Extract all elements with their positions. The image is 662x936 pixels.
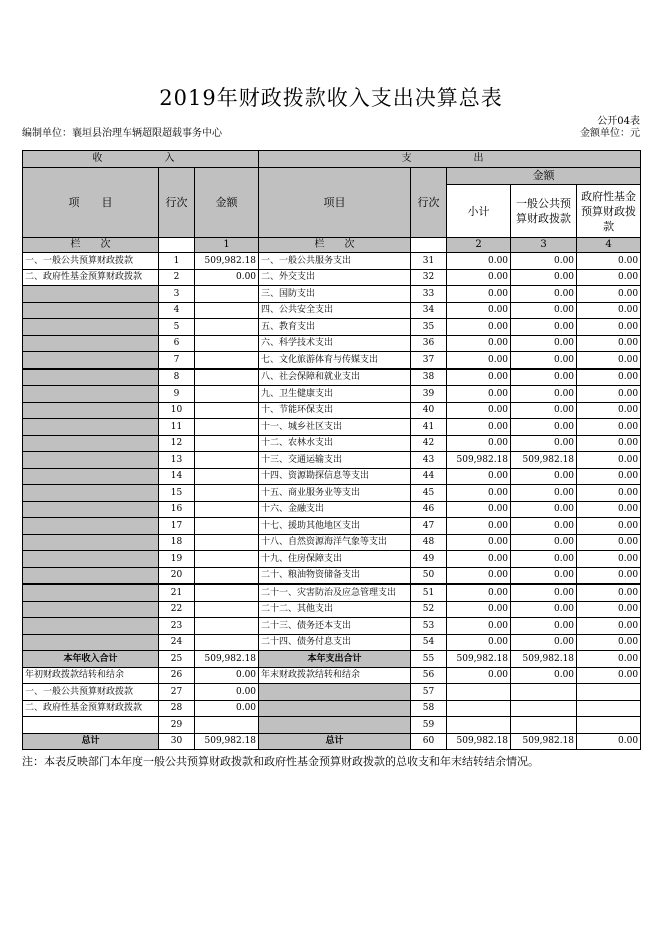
expense-line-no: 50	[411, 567, 447, 584]
expense-item: 三、国防支出	[259, 286, 411, 303]
table-row	[23, 269, 641, 286]
expense-general: 0.00	[511, 618, 577, 635]
expense-fund: 0.00	[577, 402, 641, 419]
income-line-no: 7	[159, 352, 195, 369]
expense-general: 0.00	[511, 369, 577, 386]
expense-fund: 0.00	[577, 518, 641, 535]
expense-line-no: 56	[411, 667, 447, 684]
income-amount	[195, 601, 259, 618]
budget-table	[22, 150, 641, 750]
expense-subtotal: 0.00	[447, 319, 511, 336]
income-amount	[195, 335, 259, 352]
page-title: 2019年财政拨款收入支出决算总表	[159, 86, 503, 110]
income-line-no: 26	[159, 667, 195, 684]
income-section-header: 收 入	[23, 151, 259, 168]
expense-item: 年末财政拨款结转和结余	[259, 667, 411, 684]
income-amount	[195, 302, 259, 319]
footnote: 注：本表反映部门本年度一般公共预算财政拨款和政府性基金预算财政拨款的总收支和年末结转结余情况。	[22, 755, 539, 768]
income-amount: 0.00	[195, 684, 259, 701]
table-row	[23, 319, 641, 336]
expense-fund: 0.00	[577, 651, 641, 668]
expense-subtotal: 0.00	[447, 419, 511, 436]
income-amount	[195, 518, 259, 535]
table-row	[23, 335, 641, 352]
expense-fund: 0.00	[577, 335, 641, 352]
exp-line-no-header: 行次	[411, 168, 447, 238]
expense-line-no: 47	[411, 518, 447, 535]
income-amount	[195, 319, 259, 336]
expense-item: 二十四、债务付息支出	[259, 634, 411, 651]
expense-item: 二十三、债务还本支出	[259, 618, 411, 635]
expense-line-no: 36	[411, 335, 447, 352]
income-amount	[195, 352, 259, 369]
income-amount	[195, 717, 259, 734]
income-amount	[195, 452, 259, 469]
expense-general: 0.00	[511, 667, 577, 684]
expense-item: 十七、援助其他地区支出	[259, 518, 411, 535]
expense-line-no: 44	[411, 468, 447, 485]
table-row	[23, 468, 641, 485]
expense-subtotal: 0.00	[447, 369, 511, 386]
expense-subtotal: 0.00	[447, 584, 511, 601]
col-1: 1	[195, 238, 259, 253]
expense-subtotal	[447, 700, 511, 717]
expense-subtotal: 509,982.18	[447, 651, 511, 668]
income-item: 二、政府性基金预算财政拨款	[23, 269, 159, 286]
expense-item: 二十二、其他支出	[259, 601, 411, 618]
expense-fund: 0.00	[577, 485, 641, 502]
expense-item	[259, 717, 411, 734]
expense-fund: 0.00	[577, 352, 641, 369]
expense-line-no: 58	[411, 700, 447, 717]
expense-fund: 0.00	[577, 253, 641, 270]
expense-fund: 0.00	[577, 369, 641, 386]
table-row	[23, 501, 641, 518]
table-row	[23, 684, 641, 701]
expense-line-no: 46	[411, 501, 447, 518]
table-row	[23, 534, 641, 551]
col-label-2: 栏 次	[259, 238, 411, 253]
col-2: 2	[447, 238, 511, 253]
income-line-no: 17	[159, 518, 195, 535]
expense-item: 十四、资源勘探信息等支出	[259, 468, 411, 485]
expense-fund: 0.00	[577, 468, 641, 485]
income-amount: 0.00	[195, 269, 259, 286]
income-line-no: 18	[159, 534, 195, 551]
amount-header: 金额	[195, 168, 259, 238]
income-amount	[195, 419, 259, 436]
expense-subtotal: 0.00	[447, 335, 511, 352]
expense-fund: 0.00	[577, 601, 641, 618]
income-item	[23, 335, 159, 352]
expense-item: 十一、城乡社区支出	[259, 419, 411, 436]
expense-line-no: 54	[411, 634, 447, 651]
income-amount	[195, 618, 259, 635]
income-item	[23, 518, 159, 535]
expense-line-no: 35	[411, 319, 447, 336]
expense-subtotal: 0.00	[447, 286, 511, 303]
income-item	[23, 618, 159, 635]
table-row	[23, 584, 641, 601]
income-line-no: 15	[159, 485, 195, 502]
income-item: 年初财政拨款结转和结余	[23, 667, 159, 684]
expense-subtotal	[447, 684, 511, 701]
table-row	[23, 386, 641, 403]
income-item	[23, 584, 159, 601]
income-amount	[195, 584, 259, 601]
table-row	[23, 667, 641, 684]
expense-general: 0.00	[511, 352, 577, 369]
expense-line-no: 59	[411, 717, 447, 734]
income-item: 二、政府性基金预算财政拨款	[23, 700, 159, 717]
table-row	[23, 567, 641, 584]
income-line-no: 19	[159, 551, 195, 568]
income-amount	[195, 402, 259, 419]
income-item	[23, 468, 159, 485]
expense-general: 0.00	[511, 468, 577, 485]
income-item: 一、一般公共预算财政拨款	[23, 253, 159, 270]
income-item	[23, 534, 159, 551]
income-line-no: 20	[159, 567, 195, 584]
unit-label: 金额单位：元	[580, 128, 640, 139]
org-label: 编制单位：襄垣县治理车辆超限超载事务中心	[22, 128, 222, 139]
income-item	[23, 302, 159, 319]
fund-budget-header: 政府性基金预算财政拨款	[577, 185, 641, 238]
expense-line-no: 42	[411, 435, 447, 452]
expense-general	[511, 717, 577, 734]
expense-subtotal: 509,982.18	[447, 452, 511, 469]
income-item	[23, 634, 159, 651]
income-item	[23, 435, 159, 452]
table-row	[23, 717, 641, 734]
income-item	[23, 352, 159, 369]
expense-subtotal: 0.00	[447, 551, 511, 568]
expense-fund: 0.00	[577, 286, 641, 303]
income-amount	[195, 501, 259, 518]
income-line-no: 30	[159, 733, 195, 750]
income-item	[23, 402, 159, 419]
expense-line-no: 51	[411, 584, 447, 601]
expense-general: 0.00	[511, 435, 577, 452]
income-line-no: 5	[159, 319, 195, 336]
income-item	[23, 501, 159, 518]
expense-general: 0.00	[511, 253, 577, 270]
income-line-no: 13	[159, 452, 195, 469]
expense-line-no: 48	[411, 534, 447, 551]
income-item	[23, 717, 159, 734]
expense-item: 六、科学技术支出	[259, 335, 411, 352]
expense-general: 0.00	[511, 584, 577, 601]
income-line-no: 16	[159, 501, 195, 518]
income-line-no: 22	[159, 601, 195, 618]
expense-line-no: 53	[411, 618, 447, 635]
expense-subtotal: 509,982.18	[447, 733, 511, 750]
table-row	[23, 634, 641, 651]
income-item	[23, 386, 159, 403]
income-item	[23, 452, 159, 469]
income-amount: 509,982.18	[195, 253, 259, 270]
expense-fund: 0.00	[577, 501, 641, 518]
expense-general: 0.00	[511, 601, 577, 618]
expense-item: 总计	[259, 733, 411, 750]
expense-item	[259, 684, 411, 701]
expense-general	[511, 684, 577, 701]
expense-subtotal: 0.00	[447, 601, 511, 618]
expense-item: 八、社会保障和就业支出	[259, 369, 411, 386]
expense-item	[259, 700, 411, 717]
expense-subtotal: 0.00	[447, 501, 511, 518]
expense-item: 五、教育支出	[259, 319, 411, 336]
income-amount	[195, 468, 259, 485]
income-line-no: 29	[159, 717, 195, 734]
expense-subtotal	[447, 717, 511, 734]
expense-general	[511, 700, 577, 717]
expense-subtotal: 0.00	[447, 402, 511, 419]
expense-item: 二、外交支出	[259, 269, 411, 286]
expense-subtotal: 0.00	[447, 435, 511, 452]
income-line-no: 21	[159, 584, 195, 601]
expense-item: 十二、农林水支出	[259, 435, 411, 452]
income-amount	[195, 534, 259, 551]
income-line-no: 4	[159, 302, 195, 319]
expense-general: 0.00	[511, 551, 577, 568]
expense-general: 509,982.18	[511, 651, 577, 668]
income-amount	[195, 386, 259, 403]
income-line-no: 28	[159, 700, 195, 717]
table-row	[23, 601, 641, 618]
expense-subtotal: 0.00	[447, 269, 511, 286]
subtotal-header: 小计	[447, 185, 511, 238]
income-line-no: 9	[159, 386, 195, 403]
income-amount: 0.00	[195, 667, 259, 684]
income-amount: 0.00	[195, 700, 259, 717]
expense-fund: 0.00	[577, 733, 641, 750]
expense-general: 0.00	[511, 485, 577, 502]
item-header: 项 目	[23, 168, 159, 238]
income-item	[23, 369, 159, 386]
expense-general: 0.00	[511, 386, 577, 403]
expense-item: 十五、商业服务业等支出	[259, 485, 411, 502]
table-row	[23, 302, 641, 319]
expense-fund: 0.00	[577, 435, 641, 452]
income-line-no: 14	[159, 468, 195, 485]
table-row	[23, 551, 641, 568]
expense-fund	[577, 717, 641, 734]
expense-general: 0.00	[511, 518, 577, 535]
expense-line-no: 55	[411, 651, 447, 668]
income-amount	[195, 485, 259, 502]
expense-subtotal: 0.00	[447, 302, 511, 319]
income-amount	[195, 435, 259, 452]
table-row	[23, 651, 641, 668]
expense-item: 十三、交通运输支出	[259, 452, 411, 469]
expense-item: 四、公共安全支出	[259, 302, 411, 319]
expense-general: 0.00	[511, 501, 577, 518]
expense-general: 0.00	[511, 402, 577, 419]
expense-subtotal: 0.00	[447, 485, 511, 502]
table-row	[23, 452, 641, 469]
amount-group-header: 金额	[447, 168, 641, 185]
col-3: 3	[511, 238, 577, 253]
expense-line-no: 49	[411, 551, 447, 568]
expense-general: 0.00	[511, 319, 577, 336]
expense-fund: 0.00	[577, 618, 641, 635]
income-amount	[195, 551, 259, 568]
income-item	[23, 419, 159, 436]
expense-general: 509,982.18	[511, 452, 577, 469]
income-line-no: 6	[159, 335, 195, 352]
expense-line-no: 57	[411, 684, 447, 701]
income-item	[23, 319, 159, 336]
table-row	[23, 369, 641, 386]
expense-fund: 0.00	[577, 551, 641, 568]
table-row	[23, 700, 641, 717]
income-item: 总计	[23, 733, 159, 750]
expense-item: 十八、自然资源海洋气象等支出	[259, 534, 411, 551]
expense-general: 509,982.18	[511, 733, 577, 750]
expense-item: 本年支出合计	[259, 651, 411, 668]
expense-fund: 0.00	[577, 419, 641, 436]
expense-fund: 0.00	[577, 667, 641, 684]
expense-fund: 0.00	[577, 302, 641, 319]
expense-item: 一、一般公共服务支出	[259, 253, 411, 270]
expense-fund: 0.00	[577, 319, 641, 336]
income-line-no: 23	[159, 618, 195, 635]
expense-fund: 0.00	[577, 386, 641, 403]
income-item	[23, 601, 159, 618]
expense-general: 0.00	[511, 419, 577, 436]
income-line-no: 11	[159, 419, 195, 436]
expense-fund: 0.00	[577, 567, 641, 584]
expense-item: 十、节能环保支出	[259, 402, 411, 419]
income-amount: 509,982.18	[195, 733, 259, 750]
table-row	[23, 253, 641, 270]
expense-general: 0.00	[511, 286, 577, 303]
income-item	[23, 551, 159, 568]
expense-line-no: 43	[411, 452, 447, 469]
table-code: 公开04表	[597, 116, 640, 127]
expense-subtotal: 0.00	[447, 534, 511, 551]
table-row	[23, 733, 641, 750]
expense-item: 十六、金融支出	[259, 501, 411, 518]
expense-line-no: 45	[411, 485, 447, 502]
income-line-no: 27	[159, 684, 195, 701]
expense-item: 十九、住房保障支出	[259, 551, 411, 568]
expense-section-header: 支 出	[259, 151, 641, 168]
expense-general: 0.00	[511, 302, 577, 319]
income-line-no: 2	[159, 269, 195, 286]
exp-item-header: 项目	[259, 168, 411, 238]
income-line-no: 8	[159, 369, 195, 386]
expense-subtotal: 0.00	[447, 667, 511, 684]
expense-line-no: 31	[411, 253, 447, 270]
income-line-no: 25	[159, 651, 195, 668]
expense-line-no: 34	[411, 302, 447, 319]
expense-general: 0.00	[511, 269, 577, 286]
income-line-no: 3	[159, 286, 195, 303]
expense-item: 二十、粮油物资储备支出	[259, 567, 411, 584]
expense-fund	[577, 684, 641, 701]
expense-line-no: 32	[411, 269, 447, 286]
col-4: 4	[577, 238, 641, 253]
expense-general: 0.00	[511, 634, 577, 651]
table-row	[23, 286, 641, 303]
table-row	[23, 402, 641, 419]
expense-general: 0.00	[511, 335, 577, 352]
general-budget-header: 一般公共预算财政拨款	[511, 185, 577, 238]
expense-fund: 0.00	[577, 534, 641, 551]
expense-subtotal: 0.00	[447, 352, 511, 369]
income-amount	[195, 634, 259, 651]
income-line-no: 12	[159, 435, 195, 452]
expense-fund	[577, 700, 641, 717]
expense-subtotal: 0.00	[447, 253, 511, 270]
expense-general: 0.00	[511, 567, 577, 584]
table-row	[23, 435, 641, 452]
table-row	[23, 518, 641, 535]
expense-subtotal: 0.00	[447, 518, 511, 535]
expense-line-no: 39	[411, 386, 447, 403]
expense-subtotal: 0.00	[447, 634, 511, 651]
income-amount	[195, 286, 259, 303]
income-item	[23, 567, 159, 584]
expense-fund: 0.00	[577, 269, 641, 286]
income-line-no: 24	[159, 634, 195, 651]
expense-line-no: 38	[411, 369, 447, 386]
line-no-header: 行次	[159, 168, 195, 238]
expense-subtotal: 0.00	[447, 618, 511, 635]
col-label: 栏 次	[23, 238, 159, 253]
income-item: 本年收入合计	[23, 651, 159, 668]
income-item: 一、一般公共预算财政拨款	[23, 684, 159, 701]
expense-line-no: 37	[411, 352, 447, 369]
expense-line-no: 33	[411, 286, 447, 303]
expense-item: 二十一、灾害防治及应急管理支出	[259, 584, 411, 601]
table-row	[23, 485, 641, 502]
expense-item: 九、卫生健康支出	[259, 386, 411, 403]
expense-line-no: 60	[411, 733, 447, 750]
expense-item: 七、文化旅游体育与传媒支出	[259, 352, 411, 369]
expense-fund: 0.00	[577, 634, 641, 651]
expense-subtotal: 0.00	[447, 386, 511, 403]
expense-subtotal: 0.00	[447, 468, 511, 485]
income-amount	[195, 369, 259, 386]
income-line-no: 10	[159, 402, 195, 419]
table-row	[23, 419, 641, 436]
expense-line-no: 41	[411, 419, 447, 436]
table-row	[23, 618, 641, 635]
income-item	[23, 485, 159, 502]
income-amount: 509,982.18	[195, 651, 259, 668]
expense-subtotal: 0.00	[447, 567, 511, 584]
income-amount	[195, 567, 259, 584]
income-line-no: 1	[159, 253, 195, 270]
expense-fund: 0.00	[577, 584, 641, 601]
expense-fund: 0.00	[577, 452, 641, 469]
table-row	[23, 352, 641, 369]
income-item	[23, 286, 159, 303]
expense-line-no: 52	[411, 601, 447, 618]
expense-general: 0.00	[511, 534, 577, 551]
expense-line-no: 40	[411, 402, 447, 419]
